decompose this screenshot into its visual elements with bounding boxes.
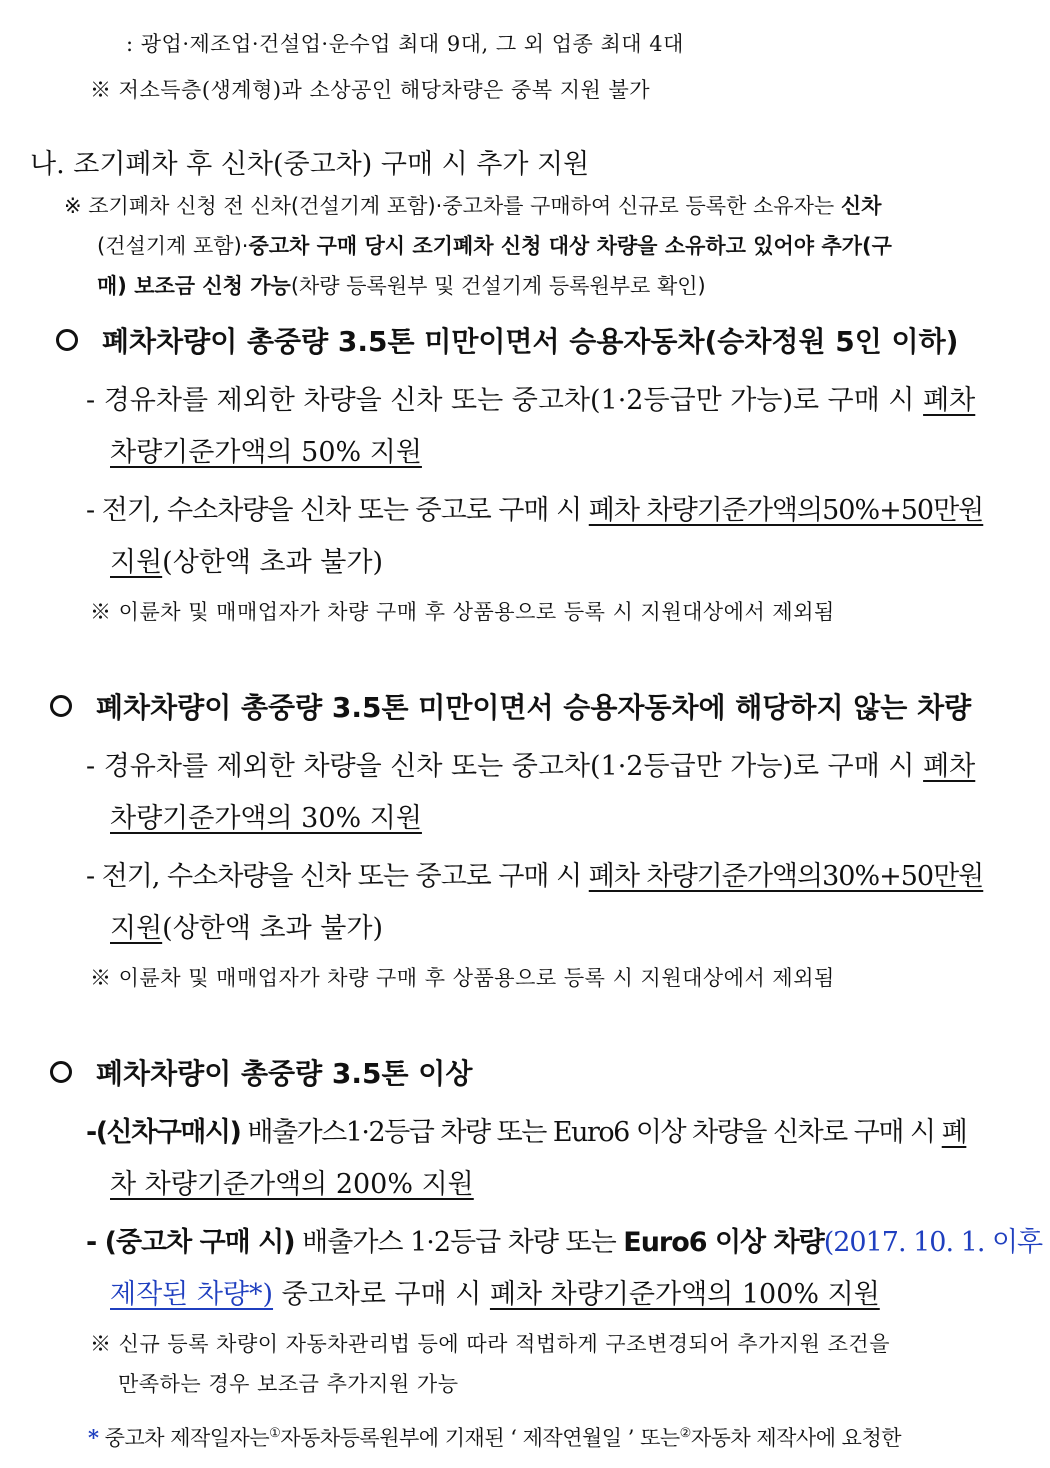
item-text: - 경유차를 제외한 차량을 신차 또는 중고차(1·2등급만 가능)로 구매 시 [86,751,924,782]
circle-bullet-icon [50,1061,72,1083]
block3-item2-line2 [110,1272,880,1311]
block2-item2-line1 [86,854,983,893]
underlined-text: 지원 [110,913,163,944]
bold-text: Euro6 이상 차량 [623,1227,824,1258]
note-bold-text: 중고차 구매 당시 조기폐차 신청 대상 차량을 소유하고 있어야 추가(구 [248,234,892,258]
note-text: (건설기계 포함)· [97,234,249,258]
block1-note: ※ 이륜차 및 매매업자가 차량 구매 후 상품용으로 등록 시 지원대상에서 제외됨 [90,600,835,624]
item-text: - 전기, 수소차량을 신차 또는 중고로 구매 시 [86,495,589,526]
underlined-text: 차량기준가액의 30% 지원 [110,803,422,834]
block2-note: ※ 이륜차 및 매매업자가 차량 구매 후 상품용으로 등록 시 지원대상에서 제외됨 [90,966,835,990]
heading-text: 폐차차량이 총중량 3.5톤 미만이면서 승용자동차(승차정원 5인 이하) [102,325,959,358]
item-text: 배출가스 1·2등급 차량 또는 [294,1227,624,1258]
underlined-text: 폐차 [923,751,976,782]
block2-item2-line2 [110,906,383,945]
section-note-line-2 [97,230,892,260]
underlined-text: 폐차 [923,385,976,416]
underlined-text: 폐차 차량기준가액의30%+50만원 [588,861,984,892]
item-text: - 경유차를 제외한 차량을 신차 또는 중고차(1·2등급만 가능)로 구매 시 [86,385,924,416]
circled-number-1: ① [269,1426,281,1441]
note-bold-text: 신차 [840,194,882,218]
note-bold-text: 매) 보조금 신청 가능 [97,274,291,298]
footnote-text: 자동차 제작사에 요청한 [690,1426,902,1450]
heading-text: 폐차차량이 총중량 3.5톤 이상 [96,1057,473,1090]
blue-underlined-text: 제작된 차량*) [110,1279,274,1310]
note-text: (차량 등록원부 및 건설기계 등록원부로 확인) [290,274,706,298]
circle-bullet-icon [50,695,72,717]
block3-item2-line1 [86,1220,1042,1259]
block3-item1-line1 [86,1110,966,1149]
underlined-text: 차 차량기준가액의 200% 지원 [110,1169,474,1200]
footnote-star-icon: * [88,1425,99,1450]
item-text: 배출가스1·2등급 차량 또는 Euro6 이상 차량을 신차로 구매 시 [240,1117,942,1148]
circled-number-2: ② [679,1426,691,1441]
item-text: (상한액 초과 불가) [162,547,383,578]
section-note-line-3 [97,270,706,300]
section-title: 나. 조기폐차 후 신차(중고차) 구매 시 추가 지원 [30,149,590,180]
block3-heading [50,1052,472,1092]
block2-item1-line2 [110,796,422,835]
block3-item1-line2 [110,1162,474,1201]
note-text: ※ 조기폐차 신청 전 신차(건설기계 포함)·중고차를 구매하여 신규로 등록한 소유자는 [64,194,841,218]
block1-item1-line2 [110,430,422,469]
footnote-text: 중고차 제작일자는 [98,1426,270,1450]
block1-item2-line2 [110,540,383,579]
underlined-text: 폐 [941,1117,967,1148]
heading-text: 폐차차량이 총중량 3.5톤 미만이면서 승용자동차에 해당하지 않는 차량 [96,691,972,724]
top-note: ※ 저소득층(생계형)과 소상공인 해당차량은 중복 지원 불가 [90,78,651,102]
block1-item1-line1 [86,378,975,417]
underlined-text: 차량기준가액의 50% 지원 [110,437,422,468]
block2-heading [50,686,971,726]
block3-note-line1: ※ 신규 등록 차량이 자동차관리법 등에 따라 적법하게 구조변경되어 추가지원 조건을 [90,1332,890,1356]
block3-note-line2: 만족하는 경우 보조금 추가지원 가능 [118,1372,459,1396]
footnote [88,1422,901,1452]
footnote-text: 자동차등록원부에 기재된 ‘ 제작연월일 ’ 또는 [280,1426,680,1450]
underlined-text: 폐차 차량기준가액의50%+50만원 [588,495,984,526]
item-text: 중고차로 구매 시 [273,1279,490,1310]
block2-item1-line1 [86,744,975,783]
block1-item2-line1 [86,488,983,527]
item-text: - 전기, 수소차량을 신차 또는 중고로 구매 시 [86,861,589,892]
blue-text: (2017. 10. 1. 이후 [823,1227,1043,1258]
bold-label: - (중고차 구매 시) [86,1227,295,1258]
item-text: (상한액 초과 불가) [162,913,383,944]
top-line-1: : 광업·제조업·건설업·운수업 최대 9대, 그 외 업종 최대 4대 [126,32,684,56]
bold-label: -(신차구매시) [86,1117,241,1148]
block1-heading [56,320,958,360]
section-note-line-1 [64,190,881,220]
underlined-text: 지원 [110,547,163,578]
circle-bullet-icon [56,329,78,351]
underlined-text: 폐차 차량기준가액의 100% 지원 [489,1279,880,1310]
